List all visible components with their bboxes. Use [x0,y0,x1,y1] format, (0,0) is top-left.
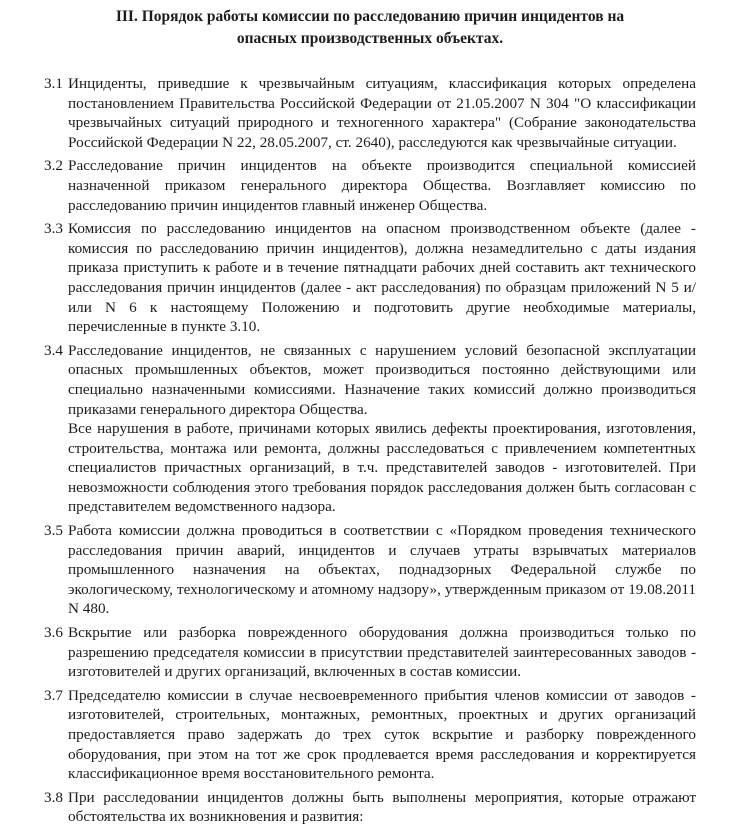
clause-paragraph: Расследование инцидентов, не связанных с нарушением условий безопасной эксплуатации опасных промышленных объектов, может производиться постоянно действующими или специально назначенными комиссиями. Назначение таких комиссий должно производиться приказами генерального директора Общества. [68,341,696,418]
clause-body [68,788,696,827]
clause-paragraph: Все нарушения в работе, причинами которых явились дефекты проектирования, изготовления, строительства, монтажа или ремонта, должны расследоваться с привлечением компетентных специалистов причастных организаций, в т.ч. представителей заводов - изготовителей. При невозможности соблюдения этого требования порядок расследования должен быть согласован с представителем ведомственного надзора. [68,420,696,516]
clause-paragraph: Инциденты, приведшие к чрезвычайным ситуациям, классификация которых определена постановлением Правительства Российской Федерации от 21.05.2007 N 304 "О классификации чрезвычайных ситуаций природного и техногенного характера" (Собрание законодательства Российской Федерации N 22, 28.05.2007, ст. 2640), расследуются как чрезвычайные ситуации. [68,75,696,151]
clause-paragraph: Председателю комиссии в случае несвоевременного прибытия членов комиссии от заводов - изготовителей, строительных, монтажных, ремонтных, проектных и других организаций предоставляется право задержать до трех суток вскрытие и разборку поврежденного оборудования, при этом на тот же срок продлевается время расследования и корректируется классификационное время восстановительного ремонта. [68,686,696,783]
clause-number: 3.1 [44,75,63,92]
clause-paragraph: Работа комиссии должна проводиться в соответствии с «Порядком проведения технического расследования причин аварий, инцидентов и случаев утраты взрывчатых материалов промышленного назначения на объектах, поднадзорных Федеральной службе по экологическому, технологическому и атомному надзору», утвержденным приказом от 19.08.2011 N 480. [68,522,696,618]
clause-number: 3.6 [44,624,63,642]
clause-3-2 [44,156,696,215]
clause-number: 3.5 [44,522,63,540]
clause-number: 3.7 [44,686,63,704]
clause-3-3 [44,219,696,337]
clause-paragraph: При расследовании инцидентов должны быть выполнены мероприятия, которые отражают обстоятельства их возникновения и развития: [68,788,696,826]
clause-body [68,341,696,517]
clause-paragraph: Расследование причин инцидентов на объекте производится специальной комиссией назначенной приказом генерального директора Общества. Возглавляет комиссию по расследованию причин инцидентов главный инженер Общества. [68,157,696,214]
clause-paragraph: Вскрытие или разборка поврежденного оборудования должна производиться только по разрешению председателя комиссии в присутствии представителей заинтересованных заводов - изготовителей и других организаций, включенных в состав комиссии. [68,624,696,681]
section-heading: III. Порядок работы комиссии по расследованию причин инцидентов на опасных производственных объектах. [115,8,625,47]
clause-number: 3.4 [44,341,63,359]
clause-3-6 [44,623,696,682]
clause-paragraph: Комиссия по расследованию инцидентов на опасном производственном объекте (далее - комиссия по расследованию причин инцидентов), должна незамедлительно с даты издания приказа приступить к работе и в течение пятнадцати рабочих дней составить акт технического расследования причин инцидентов (далее - акт расследования) по образцам приложений N 5 и/или N 6 к настоящему Положению и подготовить другие необходимые материалы, перечисленные в пункте 3.10. [68,220,696,336]
clause-3-5 [44,521,696,619]
clause-body [68,156,696,215]
clause-number: 3.8 [44,788,63,806]
clause-body [68,74,696,152]
clause-number: 3.2 [44,157,63,175]
clause-3-1 [44,74,696,152]
clause-3-8 [44,788,696,827]
clause-number: 3.3 [44,220,63,238]
clause-body [68,623,696,682]
clause-body [68,686,696,784]
clause-3-4 [44,341,696,517]
clause-body [68,521,696,619]
clause-3-7 [44,686,696,784]
clause-body [68,219,696,337]
